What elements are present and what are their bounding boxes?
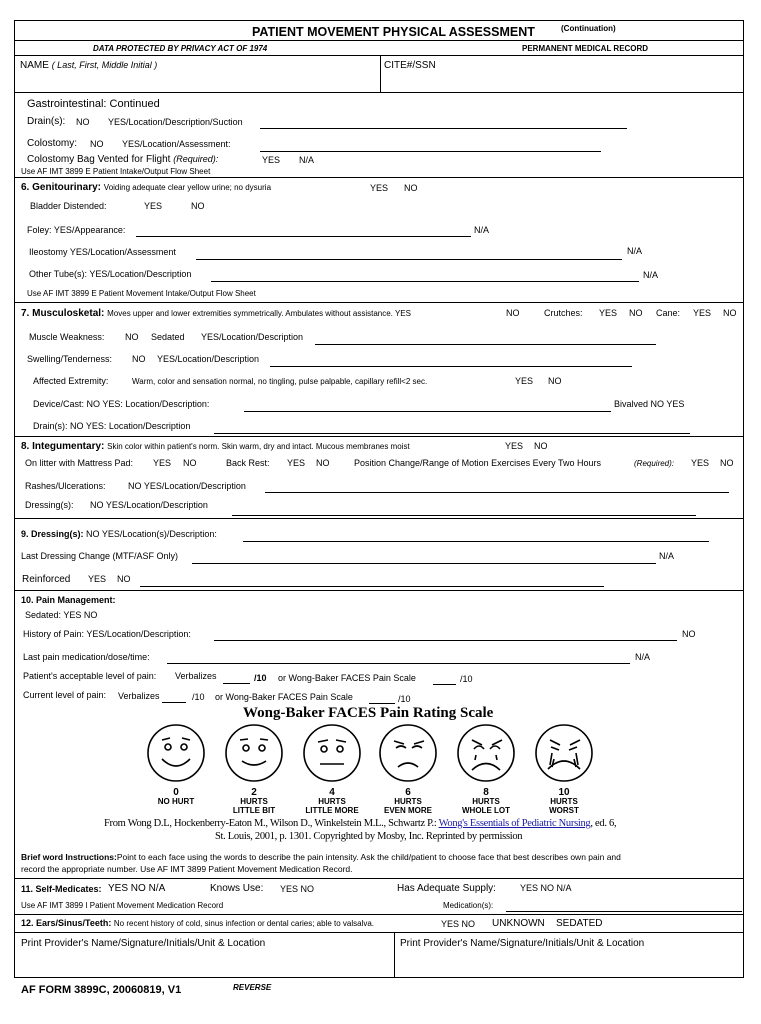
gu-other-tubes: Other Tube(s): YES/Location/Description <box>29 269 192 279</box>
face-2-icon[interactable] <box>226 725 282 781</box>
reverse-label: REVERSE <box>233 983 272 992</box>
wong-baker-title: Wong-Baker FACES Pain Rating Scale <box>243 705 494 721</box>
integ-position-label: Position Change/Range of Motion Exercises Every Two Hours <box>354 458 601 468</box>
gu-title: 6. Genitourinary: Voiding adequate clear yellow urine; no dysuria <box>21 182 272 193</box>
pain-current-label: Current level of pain: <box>23 690 107 700</box>
face-label-0: 0 NO HURT <box>157 787 195 806</box>
ears-yes-no[interactable]: YES NO <box>441 919 476 929</box>
pain-acceptable-wong: or Wong-Baker FACES Pain Scale <box>278 673 416 683</box>
integ-litter-label: On litter with Mattress Pad: <box>25 458 134 468</box>
gu-yes[interactable]: YES <box>370 183 389 193</box>
provider-left-label[interactable]: Print Provider's Name/Signature/Initials/Unit & Location <box>21 938 266 949</box>
msk-affected-yes[interactable]: YES <box>515 376 534 386</box>
msk-title: 7. Musculosketal: Moves upper and lower extremities symmetrically. Ambulates without assistance. YES <box>21 308 411 319</box>
msk-swelling-no[interactable]: NO <box>132 354 146 364</box>
integ-rashes-label: Rashes/Ulcerations: <box>25 481 106 491</box>
integ-yes[interactable]: YES <box>505 441 524 451</box>
msk-cane-label: Cane: <box>656 308 681 318</box>
gu-bladder-no[interactable]: NO <box>191 201 205 211</box>
selfmed-medications-label: Medication(s): <box>443 901 494 910</box>
selfmed-title: 11. Self-Medicates: <box>21 884 102 894</box>
msk-no[interactable]: NO <box>506 308 520 318</box>
face-6-icon[interactable] <box>380 725 436 781</box>
face-label-10: 10 HURTS WORST <box>549 787 579 815</box>
selfmed-supply-opts[interactable]: YES NO N/A <box>520 883 572 893</box>
divider <box>14 55 744 56</box>
gi-drains-yes[interactable]: YES/Location/Description/Suction <box>108 117 243 127</box>
gu-ileostomy-na[interactable]: N/A <box>627 246 643 256</box>
pain-last-na[interactable]: N/A <box>635 652 651 662</box>
pain-history-line[interactable] <box>214 640 677 641</box>
selfmed-medications-line[interactable] <box>506 911 742 912</box>
gu-use-form: Use AF IMT 3899 E Patient Movement Intake/Output Flow Sheet <box>27 289 256 298</box>
gu-no[interactable]: NO <box>404 183 418 193</box>
wong-baker-faces <box>138 723 608 785</box>
brief-instructions-2: record the appropriate number. Use AF IMT 3899 Patient Movement Medication Record. <box>21 864 353 874</box>
integ-litter-no[interactable]: NO <box>183 458 197 468</box>
integ-dressings-opts[interactable]: NO YES/Location/Description <box>90 500 208 510</box>
face-label-4: 4 HURTS LITTLE MORE <box>305 787 359 815</box>
citation-line-1: From Wong D.L, Hockenberry-Eaton M., Wilson D., Winkelstein M.L., Schwartz P.: Wong's Essentials of Pediatric Nursing, ed. 6, <box>104 818 617 829</box>
dressing-reinforced-yes[interactable]: YES <box>88 574 107 584</box>
gi-drains-label: Drain(s): <box>27 116 66 127</box>
face-0-icon[interactable] <box>148 725 204 781</box>
integ-no[interactable]: NO <box>534 441 548 451</box>
gi-drains-no[interactable]: NO <box>76 117 90 127</box>
msk-drains-line[interactable] <box>214 433 690 434</box>
dressing-reinforced-no[interactable]: NO <box>117 574 131 584</box>
pain-acceptable-of10: /10 <box>254 673 267 683</box>
gi-bag-na[interactable]: N/A <box>299 155 315 165</box>
gi-colostomy-yes[interactable]: YES/Location/Assessment: <box>122 139 231 149</box>
face-label-6: 6 HURTS EVEN MORE <box>383 787 432 815</box>
gu-bladder-label: Bladder Distended: <box>30 201 107 211</box>
gi-use-form: Use AF IMT 3899 E Patient Intake/Output Flow Sheet <box>21 167 211 176</box>
face-label-8: 8 HURTS WHOLE LOT <box>462 787 510 815</box>
msk-crutches-label: Crutches: <box>544 308 583 318</box>
pain-sedated[interactable]: Sedated: YES NO <box>25 610 98 620</box>
divider <box>14 92 744 93</box>
pain-current-verbal-line[interactable] <box>162 702 186 703</box>
selfmed-knows-opts[interactable]: YES NO <box>280 884 315 894</box>
pain-acceptable-of10b: /10 <box>460 674 473 684</box>
dressing-reinforced-label: Reinforced <box>22 574 71 585</box>
msk-swelling-yes[interactable]: YES/Location/Description <box>157 354 260 364</box>
divider <box>14 302 744 303</box>
gu-other-line[interactable] <box>211 281 639 282</box>
face-label-2: 2 HURTS LITTLE BIT <box>232 787 276 815</box>
brief-instructions: Brief word Instructions:Point to each face using the words to describe the pain intensity. Ask the child/patient to choose face that best describes own pain and <box>21 852 621 862</box>
face-8-icon[interactable] <box>458 725 514 781</box>
pain-acceptable-label: Patient's acceptable level of pain: <box>23 671 157 681</box>
divider <box>14 436 744 437</box>
divider <box>14 177 744 178</box>
gu-foley: Foley: YES/Appearance: <box>27 225 126 235</box>
pain-current-wong-line[interactable] <box>369 703 395 704</box>
divider <box>14 878 744 879</box>
gu-foley-na[interactable]: N/A <box>474 225 490 235</box>
citation-line-2: St. Louis, 2001, p. 1301. Copyrighted by Mosby, Inc. Reprinted by permission <box>215 831 523 842</box>
gi-colostomy-label: Colostomy: <box>27 138 78 149</box>
dressing-last-label: Last Dressing Change (MTF/ASF Only) <box>21 551 179 561</box>
pain-acceptable-verbal: Verbalizes <box>175 671 217 681</box>
gu-bladder-yes[interactable]: YES <box>144 201 163 211</box>
divider <box>380 55 381 92</box>
gi-colostomy-line[interactable] <box>260 151 601 152</box>
pain-history: History of Pain: YES/Location/Description: <box>23 629 191 639</box>
integ-backrest-yes[interactable]: YES <box>287 458 306 468</box>
dressing-line[interactable] <box>243 541 709 542</box>
msk-bivalved[interactable]: Bivalved NO YES <box>614 399 685 409</box>
ears-title: 12. Ears/Sinus/Teeth: No recent history of cold, sinus infection or dental caries; able to valsalva. <box>21 918 375 928</box>
msk-affected-no[interactable]: NO <box>548 376 562 386</box>
face-10-icon[interactable] <box>536 725 592 781</box>
msk-weakness-line[interactable] <box>315 344 656 345</box>
gu-ileostomy: Ileostomy YES/Location/Assessment <box>29 247 176 257</box>
integ-backrest-label: Back Rest: <box>226 458 270 468</box>
pain-last-line[interactable] <box>167 663 630 664</box>
msk-weakness-yes[interactable]: YES/Location/Description <box>201 332 304 342</box>
dressing-title: 9. Dressing(s): NO YES/Location(s)/Description: <box>21 529 217 539</box>
citation-link[interactable]: Wong's Essentials of Pediatric Nursing <box>438 818 591 829</box>
dressing-last-line[interactable] <box>192 563 656 564</box>
divider <box>14 518 744 519</box>
msk-sedated[interactable]: Sedated <box>151 332 185 342</box>
selfmed-supply-label: Has Adequate Supply: <box>397 883 496 894</box>
msk-device-line[interactable] <box>244 411 611 412</box>
msk-affected-label: Affected Extremity: <box>33 376 109 386</box>
pain-acceptable-wong-line[interactable] <box>433 684 456 685</box>
integ-dressings-label: Dressing(s): <box>25 500 74 510</box>
integ-backrest-no[interactable]: NO <box>316 458 330 468</box>
name-label: NAME ( Last, First, Middle Initial ) <box>20 60 158 71</box>
msk-swelling-line[interactable] <box>270 366 632 367</box>
gu-foley-line[interactable] <box>136 236 471 237</box>
pain-history-no[interactable]: NO <box>682 629 696 639</box>
pain-current-of10b: /10 <box>398 694 411 704</box>
msk-affected-desc: Warm, color and sensation normal, no tingling, pulse palpable, capillary refill<2 sec. <box>132 377 428 386</box>
pain-acceptable-verbal-line[interactable] <box>223 683 250 684</box>
msk-swelling-label: Swelling/Tenderness: <box>27 354 113 364</box>
integ-dressings-line[interactable] <box>232 515 696 516</box>
form-title: PATIENT MOVEMENT PHYSICAL ASSESSMENT <box>252 25 535 39</box>
divider <box>14 914 744 915</box>
selfmed-use-form: Use AF IMT 3899 I Patient Movement Medication Record <box>21 901 224 910</box>
face-4-icon[interactable] <box>304 725 360 781</box>
msk-cane-no[interactable]: NO <box>723 308 737 318</box>
form-id: AF FORM 3899C, 20060819, V1 <box>21 984 182 996</box>
msk-crutches-yes[interactable]: YES <box>599 308 618 318</box>
integ-rashes-opts[interactable]: NO YES/Location/Description <box>128 481 246 491</box>
provider-right-label[interactable]: Print Provider's Name/Signature/Initials/Unit & Location <box>400 938 645 949</box>
gi-bag-yes[interactable]: YES <box>262 155 281 165</box>
divider <box>394 932 395 978</box>
selfmed-opts[interactable]: YES NO N/A <box>108 883 166 894</box>
pain-current-verbal: Verbalizes <box>118 691 160 701</box>
gi-colostomy-no[interactable]: NO <box>90 139 104 149</box>
ears-unknown[interactable]: UNKNOWN <box>492 918 545 929</box>
msk-crutches-no[interactable]: NO <box>629 308 643 318</box>
continuation-label: (Continuation) <box>561 24 616 33</box>
msk-device: Device/Cast: NO YES: Location/Description: <box>33 399 210 409</box>
gu-ileostomy-line[interactable] <box>196 259 622 260</box>
msk-drains: Drain(s): NO YES: Location/Description <box>33 421 191 431</box>
gi-title: Gastrointestinal: Continued <box>27 98 160 110</box>
gi-drains-line[interactable] <box>260 128 627 129</box>
integ-title: 8. Integumentary: Skin color within patient's norm. Skin warm, dry and intact. Mucous membranes moist <box>21 441 410 452</box>
gi-bag-label: Colostomy Bag Vented for Flight (Required): <box>27 154 219 165</box>
divider <box>14 932 744 933</box>
msk-weakness-label: Muscle Weakness: <box>29 332 105 342</box>
divider <box>14 590 744 591</box>
dressing-last-na[interactable]: N/A <box>659 551 675 561</box>
integ-position-yes[interactable]: YES <box>691 458 710 468</box>
divider <box>14 40 744 41</box>
pain-last-med: Last pain medication/dose/time: <box>23 652 150 662</box>
record-notice: PERMANENT MEDICAL RECORD <box>522 44 649 53</box>
msk-weakness-no[interactable]: NO <box>125 332 139 342</box>
integ-rashes-line[interactable] <box>265 492 729 493</box>
dressing-reinforced-line[interactable] <box>140 586 604 587</box>
integ-position-no[interactable]: NO <box>720 458 734 468</box>
pain-current-of10: /10 <box>192 692 205 702</box>
pain-current-wong: or Wong-Baker FACES Pain Scale <box>215 692 353 702</box>
cite-ssn-label: CITE#/SSN <box>384 60 436 71</box>
gu-other-na[interactable]: N/A <box>643 270 659 280</box>
integ-required: (Required): <box>634 459 675 468</box>
selfmed-knows-label: Knows Use: <box>210 883 264 894</box>
privacy-notice: DATA PROTECTED BY PRIVACY ACT OF 1974 <box>93 44 268 53</box>
msk-cane-yes[interactable]: YES <box>693 308 712 318</box>
integ-litter-yes[interactable]: YES <box>153 458 172 468</box>
ears-sedated[interactable]: SEDATED <box>556 918 603 929</box>
pain-title: 10. Pain Management: <box>21 595 116 605</box>
